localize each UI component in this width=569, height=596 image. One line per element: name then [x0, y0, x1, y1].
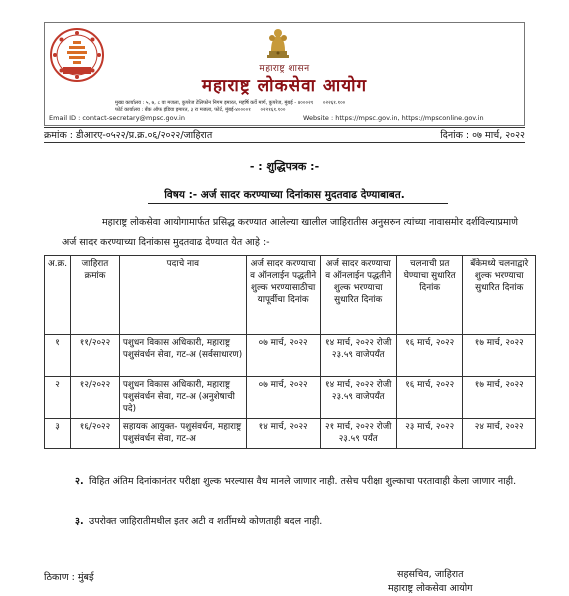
cell-previous-date: ०७ मार्च, २०२२ — [246, 335, 320, 377]
cell-challan-copy-date: १६ मार्च, २०२२ — [396, 377, 463, 419]
letterhead — [44, 22, 525, 126]
cell-serial: २ — [45, 377, 71, 419]
cell-post-name: पशुधन विकास अधिकारी, महाराष्ट्र पशुसंवर्धन सेवा, गट-अ (अनुशेषाची पदे) — [119, 377, 246, 419]
signatory-title: सहसचिव, जाहिरात — [397, 569, 464, 580]
intro-paragraph: महाराष्ट्र लोकसेवा आयोगामार्फत प्रसिद्ध करण्यात आलेल्या खालील जाहिरातीस अनुसरुन त्यांच्या नावासमोर दर्शविल्याप्रमाणे अर्ज सादर करण्याच्या दिनांकास मुदतवाढ देण्यात येत आहे :- — [62, 217, 518, 248]
cell-bank-payment-date: १७ मार्च, २०२२ — [463, 377, 536, 419]
branch-office-phone: ०२२१६१.१०० — [260, 107, 286, 113]
table-row — [45, 377, 536, 419]
cell-bank-payment-date: १७ मार्च, २०२२ — [463, 335, 536, 377]
table-row — [45, 419, 536, 449]
header-previous-date: अर्ज सादर करण्याचा व ऑनलाईन पद्धतीने शुल्क भरण्यासाठीचा यापूर्वीचा दिनांक — [246, 256, 320, 335]
signatory-organization: महाराष्ट्र लोकसेवा आयोग — [388, 583, 473, 594]
header-advt-no: जाहिरात क्रमांक — [71, 256, 120, 335]
reference-rule — [44, 142, 525, 143]
cell-advt-no: ११/२०२२ — [71, 335, 120, 377]
main-office-address: मुख्य कार्यालय : ५, ७, ८ वा मजला, कुपरेज टेलिफोन निगम इमारत, महर्षि कर्वे मार्ग, कुपरेज, मुंबई - ४०००२१ ०२२६१.१०० — [115, 100, 346, 106]
header-challan-copy-date: चलनाची प्रत घेण्याचा सुधारित दिनांक — [396, 256, 463, 335]
cell-previous-date: १४ मार्च, २०२२ — [246, 419, 320, 449]
extension-table — [44, 255, 536, 449]
header-revised-date: अर्ज सादर करण्याचा व ऑनलाईन पद्धतीने शुल्क भरण्याचा सुधारित दिनांक — [320, 256, 396, 335]
cell-previous-date: ०७ मार्च, २०२२ — [246, 377, 320, 419]
table-row — [45, 335, 536, 377]
commission-name: महाराष्ट्र लोकसेवा आयोग — [201, 76, 368, 96]
reference-date: दिनांक : ०७ मार्च, २०२२ — [440, 130, 525, 141]
cell-post-name: पशुधन विकास अधिकारी, महाराष्ट्र पशुसंवर्धन सेवा, गट-अ (सर्वसाधारण) — [119, 335, 246, 377]
main-office-phone: ०२२६१.१०० — [322, 100, 346, 106]
cell-advt-no: १२/२०२२ — [71, 377, 120, 419]
website-address: Website : https://mpsc.gov.in, https://mpsconline.gov.in — [303, 114, 484, 122]
header-post-name: पदाचे नाव — [119, 256, 246, 335]
table-header-row — [45, 256, 536, 335]
subject-line: विषय :- अर्ज सादर करण्याच्या दिनांकास मुदतवाढ देण्याबाबत. — [164, 189, 405, 201]
cell-post-name: सहायक आयुक्त- पशुसंवर्धन, महाराष्ट्र पशुसंवर्धन सेवा, गट-अ — [119, 419, 246, 449]
cell-revised-date: १४ मार्च, २०२२ रोजी २३.५९ वाजेपर्यंत — [320, 335, 396, 377]
header-serial: अ.क्र. — [45, 256, 71, 335]
subject-underline — [148, 203, 448, 204]
cell-revised-date: १४ मार्च, २०२२ रोजी २३.५९ वाजेपर्यंत — [320, 377, 396, 419]
cell-bank-payment-date: २४ मार्च, २०२२ — [463, 419, 536, 449]
cell-serial: १ — [45, 335, 71, 377]
cell-revised-date: २१ मार्च, २०२२ रोजी २३.५९ पर्यंत — [320, 419, 396, 449]
document-title: - : शुद्धिपत्रक :- — [249, 160, 320, 173]
cell-serial: ३ — [45, 419, 71, 449]
cell-challan-copy-date: १६ मार्च, २०२२ — [396, 335, 463, 377]
branch-office-address: फोर्ट कार्यालय : बँक ऑफ इंडिया इमारत, ३ रा मजला, फोर्ट, मुंबई-४००००१ ०२२१६१.१०० — [115, 107, 286, 113]
place-of-issue: ठिकाण : मुंबई — [44, 572, 94, 583]
header-bank-payment-date: बँकेमध्ये चलनाद्वारे शुल्क भरण्याचा सुधारित दिनांक — [463, 256, 536, 335]
ashoka-emblem-icon — [264, 27, 292, 61]
reference-number: क्रमांक : डीआरए-०५२२/प्र.क्र.०६/२०२२/जाहिरात — [44, 130, 213, 141]
cell-challan-copy-date: २३ मार्च, २०२२ — [396, 419, 463, 449]
email-address: Email ID : contact-secretary@mpsc.gov.in — [49, 114, 185, 122]
government-title: महाराष्ट्र शासन — [259, 64, 310, 74]
cell-advt-no: १६/२०२२ — [71, 419, 120, 449]
signatory-block — [388, 568, 473, 596]
